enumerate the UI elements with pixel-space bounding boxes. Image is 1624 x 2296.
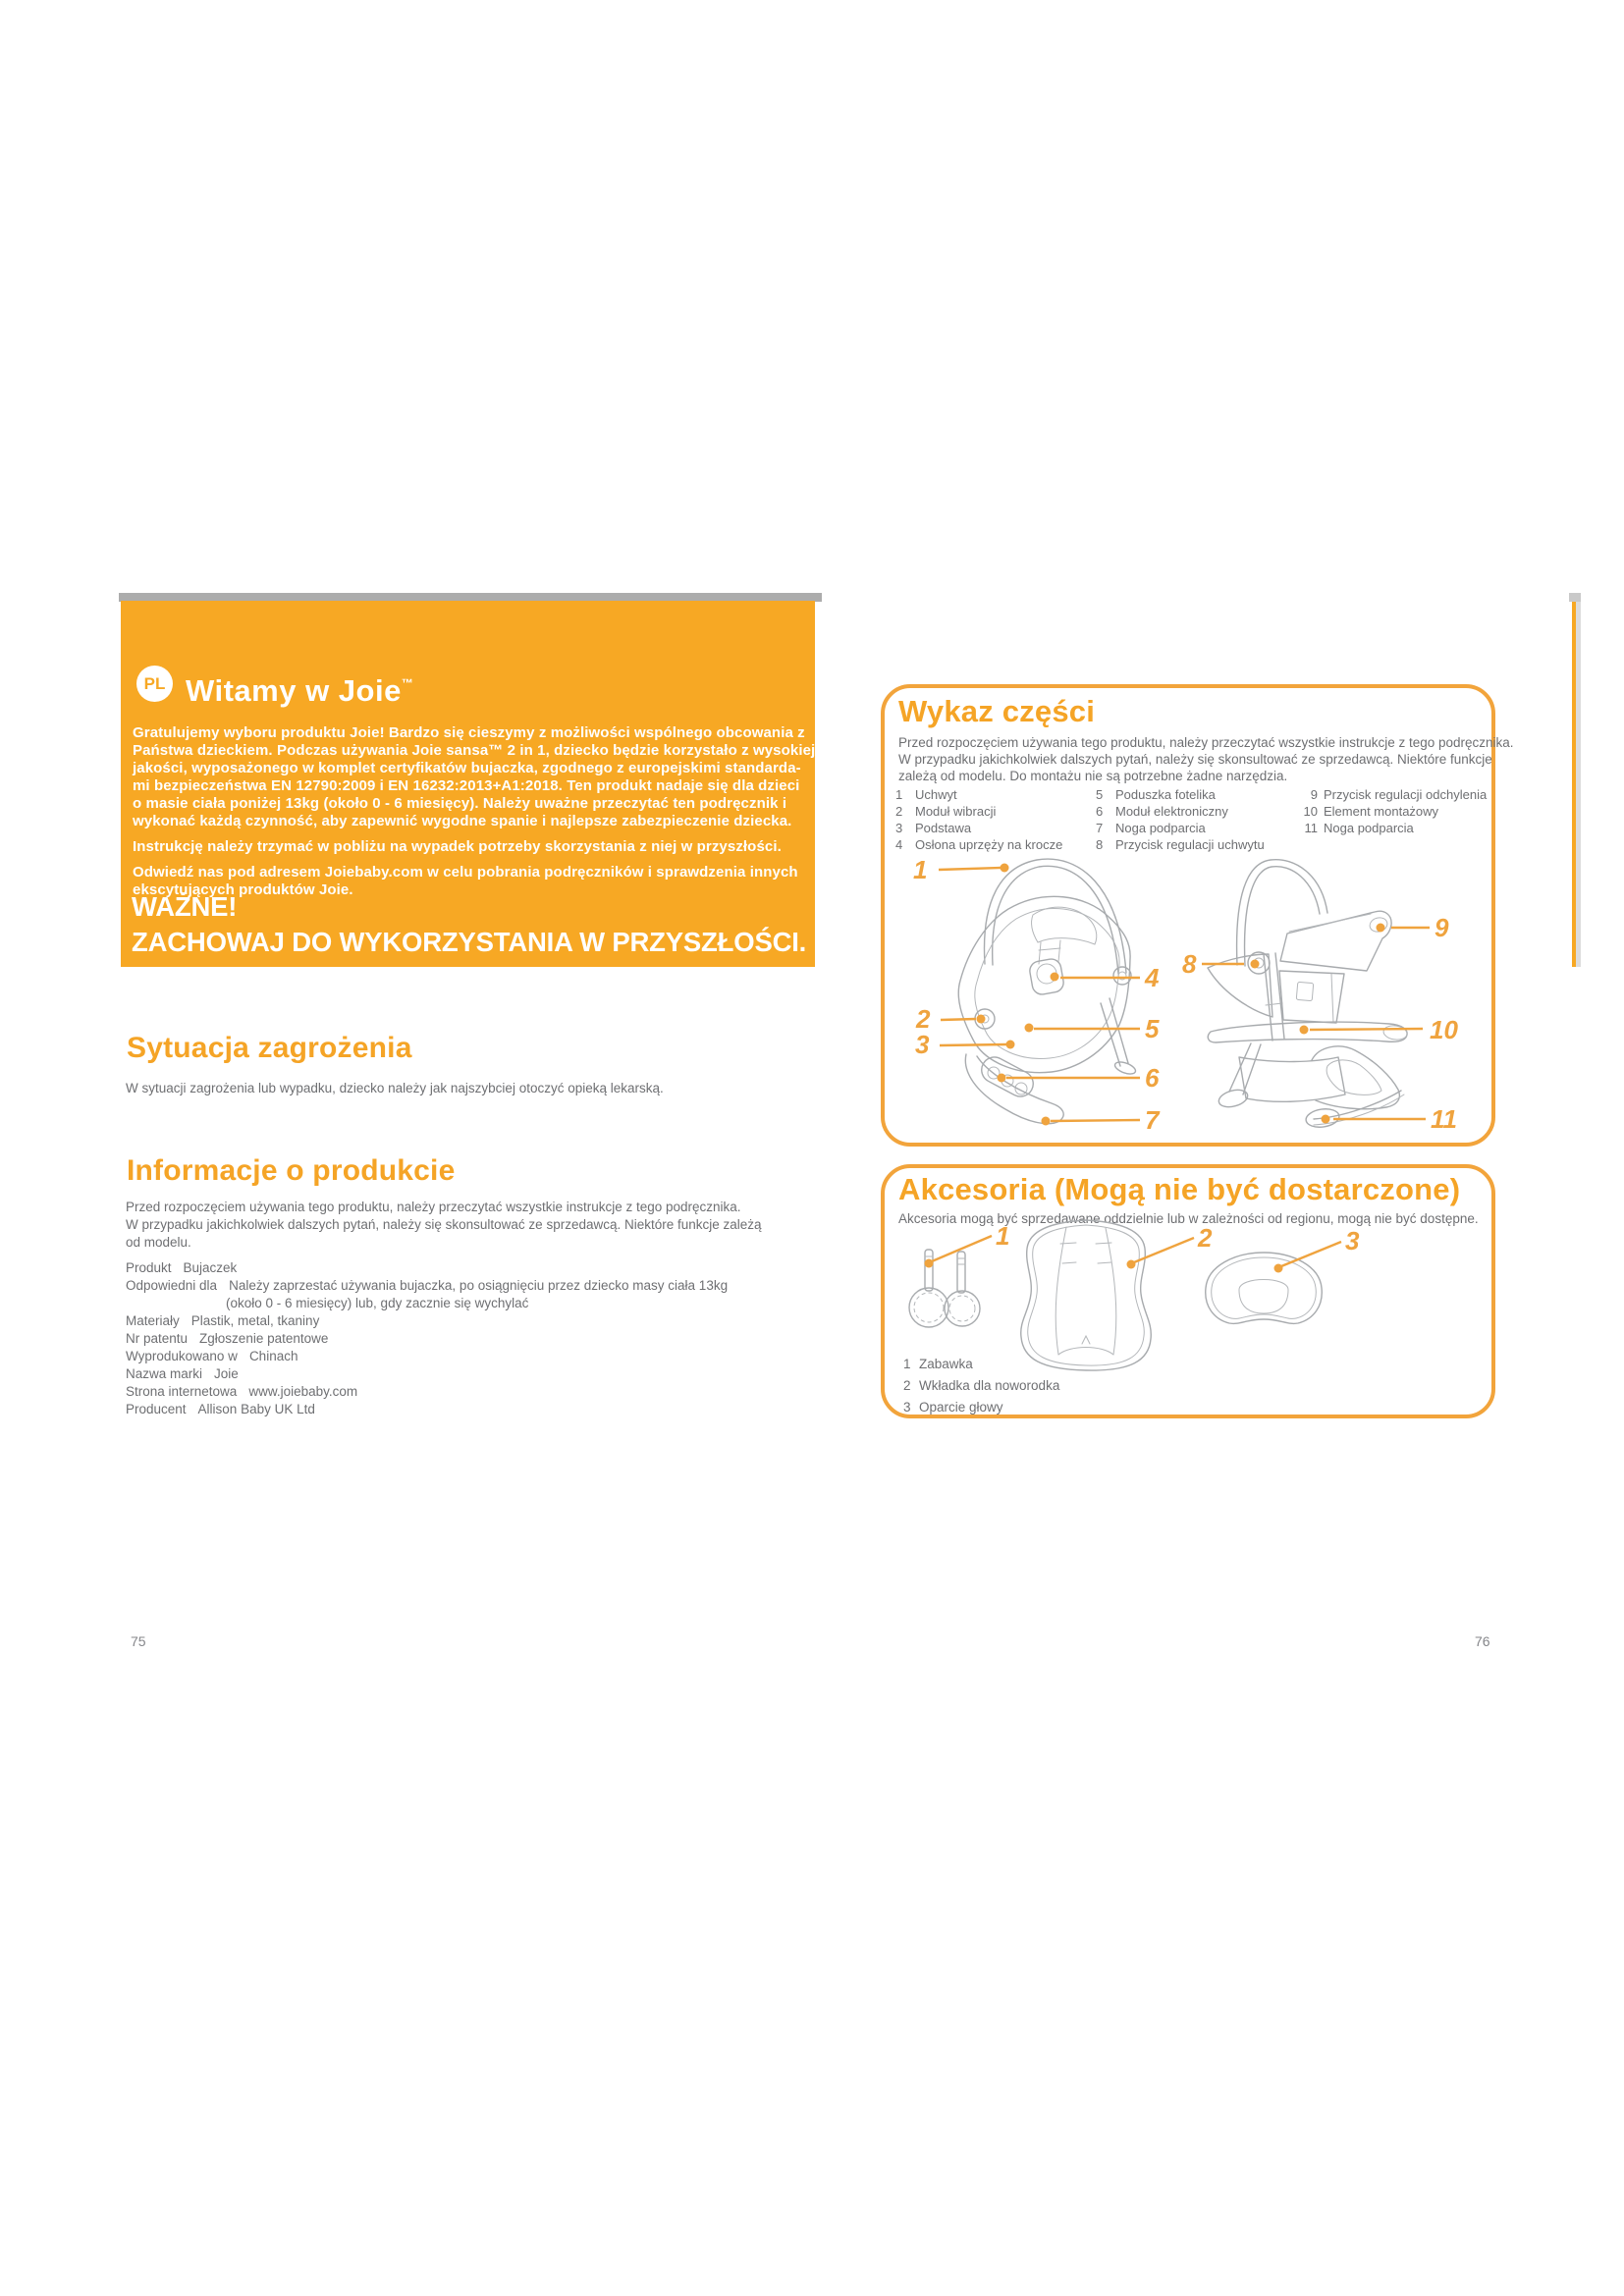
callout-5: 5 <box>1145 1014 1160 1043</box>
part-item <box>895 804 1062 821</box>
callout-4: 4 <box>1145 963 1160 992</box>
product-row-label: Producent <box>126 1402 187 1416</box>
accessory-item <box>903 1378 1059 1393</box>
accessories-intro: Akcesoria mogą być sprzedawane oddzielnie lub w zależności od regionu, mogą nie być dostępne. <box>898 1211 1479 1226</box>
callout-9: 9 <box>1435 913 1449 942</box>
welcome-keep-instructions-line: Instrukcję należy trzymać w pobliżu na wypadek potrzeby skorzystania z niej w przyszłości. <box>133 838 782 855</box>
parts-column-2 <box>1096 787 1265 854</box>
part-label: Osłona uprzęży na krocze <box>915 837 1063 852</box>
locale-pl-badge: PL <box>136 666 173 702</box>
welcome-paragraph-line: Państwa dzieckiem. Podczas używania Joie sansa™ 2 in 1, dziecko będzie korzystało z wysokiej <box>133 742 816 759</box>
part-number: 7 <box>1096 821 1104 835</box>
page-number-right: 76 <box>1475 1633 1490 1649</box>
part-number: 8 <box>1096 837 1104 852</box>
part-number: 3 <box>895 821 903 835</box>
important-keep-heading: ZACHOWAJ DO WYKORZYSTANIA W PRZYSZŁOŚCI. <box>132 927 807 957</box>
product-row <box>126 1366 239 1381</box>
accessory-label: Zabawka <box>919 1357 973 1371</box>
part-number: 9 <box>1310 787 1318 802</box>
accessory-label: Wkładka dla noworodka <box>919 1378 1060 1393</box>
product-row-value: Zgłoszenie patentowe <box>199 1331 329 1346</box>
product-row-value: Bujaczek <box>183 1260 238 1275</box>
welcome-paragraph-line: mi bezpieczeństwa EN 12790:2009 i EN 16232:2013+A1:2018. Ten produkt nadaje się dla dzieci <box>133 777 800 794</box>
next-page-edge-cap <box>1569 593 1581 602</box>
important-heading: WAŻNE! <box>132 891 238 922</box>
product-row <box>126 1349 298 1363</box>
part-item <box>1300 821 1487 837</box>
part-item <box>1300 787 1487 804</box>
product-row <box>126 1313 319 1328</box>
product-row-value: Allison Baby UK Ltd <box>197 1402 315 1416</box>
part-item <box>895 821 1062 837</box>
part-label: Noga podparcia <box>1115 821 1206 835</box>
product-info-intro-line: W przypadku jakichkolwiek dalszych pytań, należy się skonsultować ze sprzedawcą. Niektóre funkcje zależą <box>126 1217 762 1232</box>
trademark-mark: ™ <box>401 676 414 690</box>
accessory-number: 1 <box>903 1357 911 1371</box>
toy-drawing <box>909 1250 980 1327</box>
product-info-intro-line: Przed rozpoczęciem używania tego produktu, należy przeczytać wszystkie instrukcje z tego podręcznika. <box>126 1200 741 1214</box>
product-row-value: Joie <box>214 1366 239 1381</box>
product-info-intro-line: od modelu. <box>126 1235 191 1250</box>
head-support-drawing <box>1206 1253 1323 1323</box>
callout-2: 2 <box>916 1004 931 1034</box>
part-label: Moduł wibracji <box>915 804 997 819</box>
part-label: Uchwyt <box>915 787 957 802</box>
accessory-callout-1: 1 <box>996 1221 1010 1251</box>
welcome-box <box>121 601 815 967</box>
product-row-continuation <box>126 1296 528 1310</box>
product-row-label: Nazwa marki <box>126 1366 203 1381</box>
product-row <box>126 1402 315 1416</box>
parts-column-3 <box>1300 787 1487 837</box>
emergency-body: W sytuacji zagrożenia lub wypadku, dziecko należy jak najszybciej otoczyć opieką lekarską. <box>126 1081 664 1095</box>
callout-6: 6 <box>1145 1063 1160 1093</box>
welcome-paragraph-line: wykonać każdą czynność, aby zapewnić wygodne spanie i najlepsze zabezpieczenie dziecka. <box>133 813 792 829</box>
parts-intro-line: W przypadku jakichkolwiek dalszych pytań, należy się skonsultować ze sprzedawcą. Niektóre funkcje <box>898 752 1492 767</box>
part-label: Moduł elektroniczny <box>1115 804 1228 819</box>
part-item <box>1300 804 1487 821</box>
product-row <box>126 1260 237 1275</box>
parts-column-1 <box>895 787 1062 854</box>
part-item <box>1096 821 1265 837</box>
welcome-paragraph-line: jakości, wyposażonego w komplet certyfikatów bujaczka, zgodnego z europejskimi standarda- <box>133 760 801 776</box>
product-row-label: Produkt <box>126 1260 172 1275</box>
part-number: 4 <box>895 837 903 852</box>
accessories-heading: Akcesoria (Mogą nie być dostarczone) <box>898 1172 1461 1206</box>
product-row-label: Wyprodukowano w <box>126 1349 238 1363</box>
part-item <box>1096 804 1265 821</box>
accessory-label: Oparcie głowy <box>919 1400 1003 1415</box>
welcome-title <box>186 673 413 709</box>
callout-8: 8 <box>1182 949 1197 979</box>
part-item <box>1096 787 1265 804</box>
part-number: 1 <box>895 787 903 802</box>
part-item <box>1096 837 1265 854</box>
callout-11: 11 <box>1431 1104 1457 1134</box>
page-number-left: 75 <box>131 1633 146 1649</box>
infant-insert-drawing <box>1021 1220 1152 1370</box>
callout-1: 1 <box>913 855 928 884</box>
welcome-paragraph-line: o masie ciała poniżej 13kg (około 0 - 6 miesięcy). Należy uważne przeczytać ten podręcznik i <box>133 795 787 812</box>
accessory-callout-3: 3 <box>1345 1226 1360 1255</box>
welcome-visit-line: ekscytujących produktów Joie. <box>133 881 353 898</box>
product-info-heading: Informacje o produkcie <box>127 1154 456 1187</box>
part-label: Element montażowy <box>1324 804 1439 819</box>
product-row <box>126 1278 728 1293</box>
welcome-title-text: Witamy w Joie <box>186 673 402 708</box>
rocker-front-drawing <box>958 859 1137 1124</box>
product-row-value: Plastik, metal, tkaniny <box>190 1313 320 1328</box>
product-row-value: (około 0 - 6 miesięcy) lub, gdy zacznie się wychylać <box>226 1296 529 1310</box>
rocker-rear-drawing <box>1208 860 1408 1130</box>
part-number: 6 <box>1096 804 1104 819</box>
callout-3: 3 <box>915 1030 930 1059</box>
accessory-item <box>903 1400 1003 1415</box>
accessory-number: 3 <box>903 1400 911 1415</box>
product-row-label: Nr patentu <box>126 1331 189 1346</box>
part-label: Przycisk regulacji odchylenia <box>1324 787 1488 802</box>
welcome-visit-line: Odwiedź nas pod adresem Joiebaby.com w celu pobrania podręczników i sprawdzenia innych <box>133 864 798 881</box>
part-item <box>895 787 1062 804</box>
callout-10: 10 <box>1430 1015 1458 1044</box>
part-label: Podstawa <box>915 821 972 835</box>
emergency-heading: Sytuacja zagrożenia <box>127 1032 412 1064</box>
part-item <box>895 837 1062 854</box>
product-row-value: www.joiebaby.com <box>248 1384 358 1399</box>
product-row <box>126 1384 357 1399</box>
accessories-callouts <box>925 1221 1361 1273</box>
parts-intro-line: Przed rozpoczęciem używania tego produktu, należy przeczytać wszystkie instrukcje z tego podręcznika. <box>898 735 1514 750</box>
part-label: Noga podparcia <box>1324 821 1414 835</box>
product-row-label: Strona internetowa <box>126 1384 238 1399</box>
part-label: Poduszka fotelika <box>1115 787 1216 802</box>
part-number: 11 <box>1304 821 1318 835</box>
part-number: 5 <box>1096 787 1104 802</box>
product-row-value: Chinach <box>248 1349 298 1363</box>
welcome-paragraph-line: Gratulujemy wyboru produktu Joie! Bardzo się cieszymy z możliwości wspólnego obcowania z <box>133 724 805 741</box>
accessory-number: 2 <box>903 1378 911 1393</box>
accessories-diagram <box>884 1217 1495 1379</box>
part-number: 10 <box>1303 804 1318 819</box>
product-row-label: Odpowiedni dla <box>126 1278 218 1293</box>
parts-diagram <box>884 856 1495 1143</box>
parts-heading: Wykaz części <box>898 694 1096 728</box>
product-row-value: Należy zaprzestać używania bujaczka, po osiągnięciu przez dziecko masy ciała 13kg <box>229 1278 729 1293</box>
part-number: 2 <box>895 804 903 819</box>
callout-7: 7 <box>1145 1105 1160 1135</box>
next-page-edge-shadow <box>1576 602 1581 967</box>
accessory-callout-2: 2 <box>1198 1223 1213 1253</box>
product-row <box>126 1331 328 1346</box>
parts-intro-line: zależą od modelu. Do montażu nie są potrzebne żadne narzędzia. <box>898 769 1288 783</box>
product-row-label: Materiały <box>126 1313 180 1328</box>
part-label: Przycisk regulacji uchwytu <box>1115 837 1265 852</box>
